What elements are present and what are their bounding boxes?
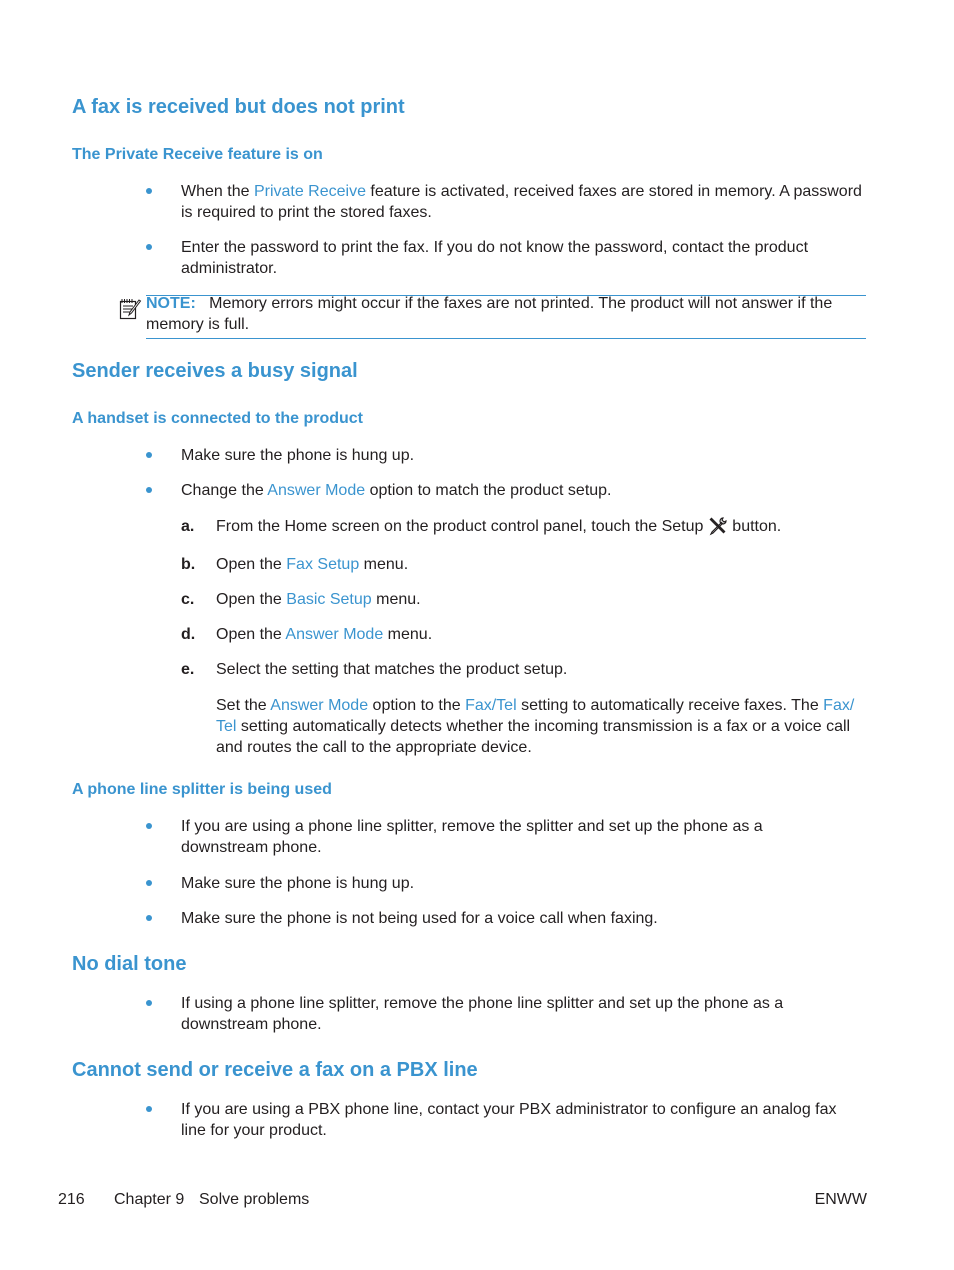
bullet-icon (146, 880, 154, 888)
list-item: If using a phone line splitter, remove the phone line splitter and set up the phone as a downstream phone. (181, 995, 784, 1033)
footer-enww: ENWW (814, 1191, 867, 1208)
ui-term: Fax Setup (286, 556, 360, 573)
bullet-icon (146, 1106, 154, 1114)
list-item: If you are using a PBX phone line, contact your PBX administrator to configure an analog fax line for your product. (181, 1101, 837, 1139)
ui-term: Fax/ (823, 697, 855, 714)
step-d: Open the Answer Mode menu. (216, 626, 433, 643)
ui-term: Answer Mode (270, 697, 369, 714)
step-b: Open the Fax Setup menu. (216, 556, 409, 573)
bullet-icon (146, 188, 154, 196)
step-letter: d. (181, 626, 196, 643)
list-item: Make sure the phone is hung up. (181, 447, 415, 464)
ui-term: Private Receive (253, 183, 366, 200)
step-a: From the Home screen on the product control panel, touch the Setup button. (216, 518, 782, 535)
list-item: Enter the password to print the fax. If you do not know the password, contact the product administrator. (181, 239, 809, 277)
step-letter: b. (181, 556, 196, 573)
bullet-icon (146, 823, 154, 831)
step-letter: c. (181, 591, 195, 608)
bullet-icon (146, 487, 154, 495)
bullet-icon (146, 1000, 154, 1008)
ui-term: Basic Setup (286, 591, 372, 608)
list-item: If you are using a phone line splitter, remove the splitter and set up the phone as a downstream phone. (181, 818, 763, 856)
heading-fax-received-not-print: A fax is received but does not print (72, 96, 405, 118)
step-letter: a. (181, 518, 195, 535)
note-pad-icon (118, 296, 142, 320)
bullet-icon (146, 915, 154, 923)
subheading-splitter: A phone line splitter is being used (72, 781, 332, 798)
note-text: NOTE: Memory errors might occur if the faxes are not printed. The product will not answer if the memory is full. (146, 295, 833, 333)
ui-term: Fax/Tel (465, 697, 517, 714)
bullet-icon (146, 244, 154, 252)
ui-term: Tel (216, 718, 237, 735)
wrench-screwdriver-icon (708, 516, 728, 536)
step-c: Open the Basic Setup menu. (216, 591, 421, 608)
footer-chapter-title: Solve problems (199, 1191, 310, 1208)
heading-busy-signal: Sender receives a busy signal (72, 360, 358, 382)
list-item: Make sure the phone is hung up. (181, 875, 415, 892)
subheading-private-receive: The Private Receive feature is on (72, 146, 323, 163)
list-item: Change the Answer Mode option to match the product setup. (181, 482, 612, 499)
page-number: 216 (58, 1191, 85, 1208)
ui-term: Answer Mode (267, 482, 366, 499)
list-item: When the Private Receive feature is activated, received faxes are stored in memory. A password is required to print the stored faxes. (181, 183, 862, 221)
step-letter: e. (181, 661, 195, 678)
heading-no-dial-tone: No dial tone (72, 953, 187, 975)
step-e: Select the setting that matches the product setup. (216, 661, 568, 678)
footer-chapter: Chapter 9 (114, 1191, 185, 1208)
ui-term: Answer Mode (285, 626, 384, 643)
list-item: Make sure the phone is not being used for a voice call when faxing. (181, 910, 658, 927)
bullet-icon (146, 452, 154, 460)
heading-pbx-line: Cannot send or receive a fax on a PBX line (72, 1059, 478, 1081)
note-label: NOTE: (146, 295, 196, 312)
subheading-handset-connected: A handset is connected to the product (72, 410, 363, 427)
step-e-paragraph: Set the Answer Mode option to the Fax/Tel setting to automatically receive faxes. The Fax/ Tel setting automatically detects whether the incoming transmission is a fax or a voice call and routes the call to the appropriate device. (216, 697, 855, 756)
